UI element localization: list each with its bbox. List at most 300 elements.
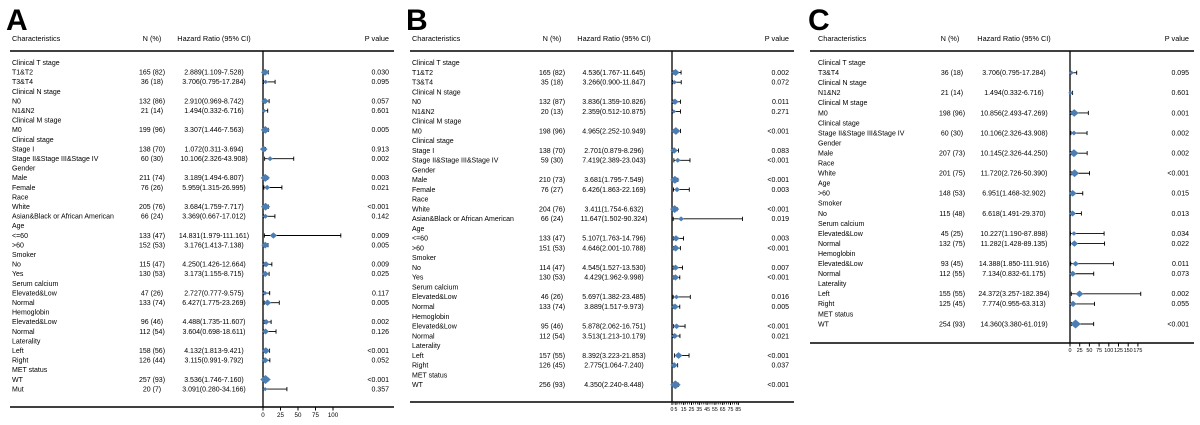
row-label: WT bbox=[12, 376, 23, 384]
row-hr-ci-text: 3.411(1.754-6.632) bbox=[584, 206, 644, 214]
row-p-value: 0.055 bbox=[1171, 301, 1189, 309]
x-axis-tick-label: 45 bbox=[704, 407, 710, 413]
row-hr-ci-text: 8.392(3.223-21.853) bbox=[582, 352, 646, 360]
row-hr-ci-text: 4.646(2.001-10.788) bbox=[582, 245, 646, 253]
column-header-n: N (%) bbox=[142, 34, 162, 43]
row-label: White bbox=[12, 204, 30, 211]
row-label: WT bbox=[818, 321, 829, 329]
row-p-value: 0.601 bbox=[371, 108, 389, 115]
column-header-characteristics: Characteristics bbox=[412, 34, 461, 43]
x-axis-tick-label: 50 bbox=[1086, 348, 1093, 354]
row-hr-ci-text: 7.774(0.955-63.313) bbox=[982, 301, 1046, 309]
row-label: Normal bbox=[12, 300, 35, 307]
row-n-value: 138 (70) bbox=[538, 147, 566, 155]
row-hr-ci-text: 3.536(1.746-7.160) bbox=[184, 376, 244, 384]
row-p-value: 0.015 bbox=[1171, 190, 1189, 198]
row-label: Asian&Black or African American bbox=[12, 213, 114, 221]
row-label: M0 bbox=[412, 128, 422, 136]
forest-plot-content-b bbox=[410, 51, 794, 413]
column-header-characteristics: Characteristics bbox=[12, 34, 61, 43]
row-label: No bbox=[12, 261, 21, 269]
row-p-value: 0.073 bbox=[1171, 271, 1189, 279]
row-group-label: Age bbox=[412, 225, 425, 233]
row-group-label: Smoker bbox=[412, 255, 437, 263]
row-hr-ci-text: 4.132(1.813-9.421) bbox=[184, 348, 244, 355]
row-hr-ci-text: 2.889(1.109-7.528) bbox=[184, 69, 244, 77]
row-label: >60 bbox=[12, 242, 24, 250]
row-p-value: 0.052 bbox=[371, 357, 389, 365]
row-n-value: 132 (86) bbox=[138, 98, 166, 106]
row-p-value: 0.009 bbox=[371, 232, 389, 240]
row-n-value: 207 (73) bbox=[938, 150, 966, 158]
row-p-value: 0.011 bbox=[772, 99, 789, 107]
row-group-label: Clinical stage bbox=[412, 138, 454, 146]
row-hr-ci-text: 3.604(0.698-18.611) bbox=[182, 328, 246, 336]
row-n-value: 115 (48) bbox=[939, 210, 965, 218]
row-label: T1&T2 bbox=[412, 69, 434, 77]
row-label: Normal bbox=[818, 271, 841, 279]
row-p-value: 0.095 bbox=[1171, 70, 1189, 78]
row-n-value: 138 (70) bbox=[138, 146, 166, 154]
row-p-value: <0.001 bbox=[767, 157, 789, 165]
row-hr-ci-text: 3.681(1.795-7.549) bbox=[584, 177, 644, 185]
row-group-label: Clinical T stage bbox=[818, 60, 866, 67]
row-n-value: 133 (47) bbox=[538, 235, 566, 243]
x-axis-tick-label: 150 bbox=[1123, 348, 1133, 354]
x-axis-tick-label: 175 bbox=[1133, 348, 1143, 354]
row-label: N1&N2 bbox=[12, 108, 35, 115]
row-n-value: 93 (45) bbox=[940, 261, 964, 268]
x-axis-tick-label: 0 bbox=[1068, 348, 1072, 354]
row-hr-ci-text: 3.369(0.667-17.012) bbox=[182, 213, 246, 221]
hr-diamond-marker bbox=[270, 232, 277, 238]
row-hr-ci-text: 2.775(1.064-7.240) bbox=[584, 362, 644, 370]
row-label: >60 bbox=[412, 245, 424, 253]
hr-diamond-marker bbox=[1070, 169, 1079, 177]
forest-panel-b bbox=[400, 0, 800, 425]
row-group-label: Race bbox=[412, 196, 429, 204]
x-axis-tick-label: 125 bbox=[1114, 348, 1123, 354]
column-header-p-value: P value bbox=[1164, 34, 1189, 43]
hr-diamond-marker bbox=[672, 245, 680, 252]
row-p-value: 0.002 bbox=[371, 156, 389, 163]
row-hr-ci-text: 5.697(1.382-23.485) bbox=[582, 294, 646, 302]
column-header-n: N (%) bbox=[542, 34, 562, 43]
row-p-value: 0.021 bbox=[771, 333, 789, 341]
row-group-label: Smoker bbox=[818, 200, 843, 208]
row-n-value: 130 (53) bbox=[538, 274, 566, 282]
x-axis-tick-label: 25 bbox=[277, 412, 284, 419]
column-header-hazard-ratio: Hazard Ratio (95% CI) bbox=[577, 34, 651, 43]
row-p-value: 0.021 bbox=[371, 184, 389, 192]
row-n-value: 210 (73) bbox=[538, 177, 566, 185]
row-p-value: 0.007 bbox=[771, 264, 789, 272]
row-label: Normal bbox=[818, 240, 841, 248]
row-p-value: 0.025 bbox=[371, 271, 389, 279]
row-label: Male bbox=[12, 175, 28, 183]
row-hr-ci-text: 14.360(3.380-61.019) bbox=[980, 321, 1048, 329]
row-label: N0 bbox=[412, 99, 421, 107]
row-hr-ci-text: 6.618(1.491-29.370) bbox=[982, 210, 1046, 218]
row-label: Stage I bbox=[412, 147, 435, 155]
row-p-value: 0.002 bbox=[1171, 291, 1189, 299]
row-n-value: 46 (26) bbox=[540, 294, 564, 302]
row-label: T3&T4 bbox=[818, 70, 840, 78]
hr-diamond-marker bbox=[261, 69, 269, 76]
row-n-value: 59 (30) bbox=[540, 157, 564, 165]
row-n-value: 158 (56) bbox=[138, 348, 166, 355]
row-label: Right bbox=[818, 301, 835, 309]
hr-diamond-marker bbox=[675, 158, 681, 163]
row-n-value: 155 (55) bbox=[938, 291, 966, 299]
row-n-value: 95 (46) bbox=[540, 323, 564, 331]
row-group-label: Laterality bbox=[818, 281, 847, 289]
row-n-value: 211 (74) bbox=[139, 175, 165, 183]
x-axis-tick-label: 35 bbox=[696, 407, 703, 413]
row-p-value: 0.030 bbox=[371, 69, 389, 77]
row-p-value: <0.001 bbox=[767, 128, 789, 136]
row-p-value: 0.057 bbox=[371, 98, 389, 106]
row-p-value: 0.016 bbox=[771, 294, 789, 302]
row-hr-ci-text: 1.072(0.311-3.694) bbox=[184, 146, 244, 154]
row-hr-ci-text: 10.227(1.190-87.898) bbox=[980, 230, 1048, 238]
row-group-label: Hemoglobin bbox=[412, 313, 450, 321]
row-n-value: 205 (76) bbox=[138, 204, 166, 211]
x-axis-tick-label: 5 bbox=[674, 407, 678, 413]
row-label: Elevated&Low bbox=[412, 323, 457, 331]
hr-diamond-marker bbox=[1071, 240, 1078, 246]
hr-diamond-marker bbox=[675, 352, 683, 359]
row-group-label: Race bbox=[12, 194, 29, 202]
row-n-value: 148 (53) bbox=[938, 190, 966, 198]
column-header-n: N (%) bbox=[940, 34, 960, 43]
row-label: Elevated&Low bbox=[12, 290, 57, 298]
row-hr-ci-text: 3.307(1.446-7.563) bbox=[184, 127, 244, 135]
hr-diamond-marker bbox=[1070, 109, 1079, 117]
x-axis-tick-label: 75 bbox=[1096, 348, 1103, 354]
row-n-value: 112 (54) bbox=[539, 333, 565, 341]
row-p-value: <0.001 bbox=[767, 177, 789, 185]
row-group-label: Gender bbox=[818, 140, 842, 148]
column-header-hazard-ratio: Hazard Ratio (95% CI) bbox=[177, 34, 251, 43]
column-header-hazard-ratio: Hazard Ratio (95% CI) bbox=[977, 34, 1051, 43]
row-label: Female bbox=[412, 186, 436, 194]
row-group-label: MET status bbox=[12, 367, 48, 375]
row-hr-ci-text: 3.684(1.759-7.717) bbox=[184, 204, 244, 211]
x-axis-tick-label: 55 bbox=[712, 407, 718, 413]
row-hr-ci-text: 3.115(0.991-9.792) bbox=[184, 357, 244, 365]
row-label: Elevated&Low bbox=[12, 319, 57, 327]
hr-diamond-marker bbox=[261, 203, 270, 211]
row-n-value: 198 (96) bbox=[538, 128, 566, 136]
row-n-value: 126 (45) bbox=[538, 362, 566, 370]
row-label: Elevated&Low bbox=[818, 261, 863, 268]
hr-diamond-marker bbox=[674, 187, 680, 192]
hr-diamond-marker bbox=[1069, 149, 1078, 157]
row-label: Left bbox=[12, 348, 24, 355]
row-label: N0 bbox=[12, 98, 21, 106]
row-label: Normal bbox=[412, 304, 435, 311]
row-n-value: 115 (47) bbox=[139, 261, 165, 269]
row-label: Right bbox=[12, 357, 29, 365]
row-n-value: 76 (26) bbox=[140, 184, 164, 192]
row-hr-ci-text: 3.091(0.280-34.166) bbox=[182, 386, 246, 394]
row-label: T1&T2 bbox=[12, 69, 34, 77]
row-p-value: 0.357 bbox=[371, 386, 389, 394]
row-hr-ci-text: 3.706(0.795-17.284) bbox=[982, 70, 1046, 78]
row-n-value: 45 (25) bbox=[940, 230, 964, 238]
row-hr-ci-text: 2.727(0.777-9.575) bbox=[184, 290, 244, 298]
panel-label-c: C bbox=[808, 4, 830, 37]
row-label: Stage II&Stage III&Stage IV bbox=[818, 130, 905, 138]
row-group-label: Clinical M stage bbox=[412, 118, 462, 126]
row-n-value: 157 (55) bbox=[538, 352, 566, 360]
row-hr-ci-text: 4.429(1.962-9.998) bbox=[584, 274, 644, 282]
column-header-characteristics: Characteristics bbox=[818, 34, 867, 43]
row-label: Female bbox=[12, 184, 36, 192]
row-label: <=60 bbox=[12, 232, 28, 240]
row-group-label: Serum calcium bbox=[412, 284, 459, 292]
row-group-label: Age bbox=[818, 180, 831, 188]
x-axis-tick-label: 0 bbox=[261, 412, 265, 419]
row-label: No bbox=[412, 264, 421, 272]
row-n-value: 151 (53) bbox=[538, 245, 566, 253]
panel-label-a: A bbox=[6, 4, 28, 37]
row-p-value: <0.001 bbox=[367, 376, 389, 384]
row-n-value: 20 (7) bbox=[142, 386, 162, 394]
row-p-value: 0.009 bbox=[371, 261, 389, 269]
row-label: T3&T4 bbox=[412, 79, 434, 87]
row-n-value: 198 (96) bbox=[938, 110, 966, 118]
row-hr-ci-text: 7.134(0.832-61.175) bbox=[982, 271, 1046, 279]
row-p-value: 0.002 bbox=[371, 319, 389, 327]
row-p-value: 0.117 bbox=[372, 290, 389, 298]
row-hr-ci-text: 2.701(0.879-8.296) bbox=[584, 147, 644, 155]
row-p-value: 0.003 bbox=[371, 175, 389, 183]
row-label: Normal bbox=[412, 333, 435, 341]
row-hr-ci-text: 1.494(0.332-6.716) bbox=[984, 90, 1044, 98]
x-axis-tick-label: 75 bbox=[727, 407, 734, 413]
row-p-value: 0.142 bbox=[371, 213, 389, 221]
row-group-label: Serum calcium bbox=[818, 220, 865, 228]
row-label: White bbox=[818, 170, 836, 178]
row-n-value: 21 (14) bbox=[140, 108, 164, 115]
row-p-value: <0.001 bbox=[767, 323, 789, 331]
row-label: WT bbox=[412, 382, 423, 390]
row-label: No bbox=[818, 210, 827, 218]
row-p-value: 0.002 bbox=[1171, 130, 1189, 138]
row-group-label: Clinical M stage bbox=[12, 117, 62, 125]
column-header-p-value: P value bbox=[764, 34, 789, 43]
row-p-value: <0.001 bbox=[1167, 321, 1189, 329]
row-p-value: <0.001 bbox=[367, 348, 389, 355]
row-label: Elevated&Low bbox=[412, 294, 457, 302]
hr-diamond-marker bbox=[672, 274, 679, 280]
hr-diamond-marker bbox=[264, 300, 271, 306]
row-group-label: Clinical stage bbox=[12, 136, 54, 144]
forest-panel-a bbox=[0, 0, 400, 425]
row-group-label: Clinical stage bbox=[818, 120, 860, 128]
row-hr-ci-text: 4.545(1.527-13.530) bbox=[582, 264, 646, 272]
row-n-value: 35 (18) bbox=[540, 79, 564, 87]
row-hr-ci-text: 10.856(2.493-47.269) bbox=[980, 110, 1048, 118]
row-n-value: 132 (75) bbox=[938, 240, 966, 248]
row-label: Stage I bbox=[12, 146, 35, 154]
row-hr-ci-text: 3.889(1.517-9.973) bbox=[584, 304, 644, 311]
forest-plot-content-a bbox=[10, 51, 394, 419]
row-n-value: 152 (53) bbox=[138, 242, 166, 250]
row-n-value: 21 (14) bbox=[940, 90, 964, 98]
hr-diamond-marker bbox=[674, 295, 679, 300]
row-label: Male bbox=[412, 177, 428, 185]
row-n-value: 130 (53) bbox=[138, 271, 166, 279]
row-hr-ci-text: 11.720(2.726-50.390) bbox=[980, 170, 1048, 178]
row-p-value: 0.072 bbox=[771, 79, 789, 87]
row-group-label: Gender bbox=[412, 167, 436, 175]
row-group-label: Laterality bbox=[412, 343, 441, 351]
row-hr-ci-text: 14.388(1.850-111.916) bbox=[978, 261, 1050, 268]
row-group-label: Clinical M stage bbox=[818, 100, 868, 108]
row-label: Normal bbox=[12, 328, 35, 336]
row-label: T3&T4 bbox=[12, 79, 34, 87]
row-n-value: 76 (27) bbox=[540, 186, 564, 194]
hr-diamond-marker bbox=[267, 156, 273, 161]
row-label: Right bbox=[412, 362, 429, 370]
row-group-label: Serum calcium bbox=[12, 280, 59, 288]
row-label: Mut bbox=[12, 386, 24, 394]
x-axis-tick-label: 65 bbox=[719, 407, 726, 413]
row-hr-ci-text: 3.513(1.213-10.179) bbox=[582, 333, 646, 341]
row-n-value: 256 (93) bbox=[538, 382, 566, 390]
row-n-value: 36 (18) bbox=[940, 70, 964, 78]
row-hr-ci-text: 2.359(0.512-10.875) bbox=[582, 108, 646, 116]
row-label: N1&N2 bbox=[412, 108, 435, 116]
row-hr-ci-text: 3.189(1.494-6.807) bbox=[184, 175, 244, 183]
row-hr-ci-text: 2.910(0.969-8.742) bbox=[184, 98, 244, 106]
row-n-value: 165 (82) bbox=[538, 69, 566, 77]
row-group-label: Hemoglobin bbox=[818, 250, 856, 258]
row-hr-ci-text: 6.427(1.775-23.269) bbox=[182, 300, 246, 307]
row-n-value: 133 (74) bbox=[538, 304, 566, 311]
x-axis-tick-label: 25 bbox=[1076, 348, 1083, 354]
row-p-value: 0.005 bbox=[371, 300, 389, 307]
hr-diamond-marker bbox=[1071, 131, 1077, 136]
hr-diamond-marker bbox=[264, 185, 270, 190]
row-group-label: Gender bbox=[12, 165, 36, 173]
row-group-label: Laterality bbox=[12, 338, 41, 346]
row-group-label: Smoker bbox=[12, 252, 37, 259]
row-n-value: 126 (44) bbox=[138, 357, 166, 365]
row-hr-ci-text: 3.706(0.795-17.284) bbox=[182, 79, 246, 87]
row-label: M0 bbox=[12, 127, 22, 135]
row-group-label: Clinical T stage bbox=[12, 60, 60, 67]
row-label: Asian&Black or African American bbox=[412, 216, 514, 224]
row-label: Yes bbox=[412, 274, 424, 282]
row-hr-ci-text: 3.176(1.413-7.138) bbox=[184, 242, 244, 250]
x-axis-tick-label: 75 bbox=[312, 412, 319, 419]
x-axis-tick-label: 100 bbox=[1104, 348, 1114, 354]
row-n-value: 60 (30) bbox=[940, 130, 964, 138]
row-n-value: 254 (93) bbox=[938, 321, 966, 329]
row-p-value: 0.013 bbox=[1171, 210, 1189, 218]
row-n-value: 114 (47) bbox=[539, 264, 565, 272]
row-p-value: 0.019 bbox=[771, 216, 789, 224]
hr-diamond-marker bbox=[260, 146, 268, 152]
row-p-value: <0.001 bbox=[767, 382, 789, 390]
row-p-value: 0.601 bbox=[1171, 90, 1189, 98]
row-p-value: 0.005 bbox=[371, 242, 389, 250]
x-axis-tick-label: 15 bbox=[680, 407, 687, 413]
row-label: Left bbox=[412, 352, 424, 360]
hr-diamond-marker bbox=[261, 174, 270, 182]
hr-diamond-marker bbox=[678, 216, 684, 221]
row-label: N1&N2 bbox=[818, 90, 841, 98]
row-label: Stage II&Stage III&Stage IV bbox=[12, 156, 99, 163]
hr-diamond-marker bbox=[672, 235, 679, 241]
row-p-value: 0.126 bbox=[371, 328, 389, 336]
row-n-value: 20 (13) bbox=[540, 108, 564, 116]
x-axis-tick-label: 100 bbox=[327, 412, 339, 419]
row-hr-ci-text: 6.951(1.468-32.902) bbox=[982, 190, 1046, 198]
row-group-label: Hemoglobin bbox=[12, 309, 50, 317]
row-n-value: 47 (26) bbox=[140, 290, 164, 298]
row-p-value: 0.002 bbox=[771, 69, 789, 77]
row-p-value: 0.271 bbox=[771, 108, 789, 116]
row-p-value: <0.001 bbox=[767, 245, 789, 253]
row-hr-ci-text: 4.250(1.426-12.664) bbox=[182, 261, 246, 269]
row-p-value: 0.005 bbox=[371, 127, 389, 135]
row-hr-ci-text: 24.372(3.257-182.394) bbox=[978, 291, 1050, 299]
row-label: Yes bbox=[12, 271, 24, 279]
row-p-value: 0.002 bbox=[1171, 150, 1189, 158]
row-group-label: Clinical T stage bbox=[412, 60, 460, 67]
row-n-value: 66 (24) bbox=[540, 216, 564, 224]
row-label: M0 bbox=[818, 110, 828, 118]
row-p-value: <0.001 bbox=[767, 274, 789, 282]
x-axis-tick-label: 0 bbox=[670, 407, 674, 413]
row-group-label: Clinical N stage bbox=[412, 89, 461, 97]
row-hr-ci-text: 6.426(1.863-22.169) bbox=[582, 186, 646, 194]
row-label: Stage II&Stage III&Stage IV bbox=[412, 157, 499, 165]
hr-diamond-marker bbox=[261, 126, 270, 134]
row-p-value: 0.022 bbox=[1171, 240, 1189, 248]
row-p-value: <0.001 bbox=[767, 206, 789, 214]
row-p-value: 0.034 bbox=[1171, 230, 1189, 238]
row-n-value: 165 (82) bbox=[138, 69, 166, 77]
row-p-value: <0.001 bbox=[367, 204, 389, 211]
row-hr-ci-text: 11.647(1.502-90.324) bbox=[580, 216, 648, 224]
row-label: Elevated&Low bbox=[818, 230, 863, 238]
row-n-value: 96 (46) bbox=[140, 319, 164, 327]
row-p-value: 0.095 bbox=[371, 79, 389, 87]
row-n-value: 36 (18) bbox=[140, 79, 164, 87]
row-group-label: MET status bbox=[818, 311, 854, 319]
row-hr-ci-text: 4.488(1.735-11.607) bbox=[182, 319, 246, 327]
row-hr-ci-text: 7.419(2.389-23.043) bbox=[582, 157, 646, 165]
hr-diamond-marker bbox=[1075, 290, 1083, 297]
row-hr-ci-text: 3.836(1.359-10.826) bbox=[582, 99, 646, 107]
row-hr-ci-text: 1.494(0.332-6.716) bbox=[184, 108, 244, 115]
hr-diamond-marker bbox=[260, 375, 271, 384]
row-group-label: Clinical N stage bbox=[12, 88, 61, 96]
row-p-value: 0.003 bbox=[771, 235, 789, 243]
row-hr-ci-text: 3.173(1.155-8.715) bbox=[184, 271, 244, 279]
row-group-label: Age bbox=[12, 223, 25, 231]
x-axis-tick-label: 25 bbox=[688, 407, 695, 413]
row-hr-ci-text: 4.350(2.240-8.448) bbox=[584, 382, 644, 390]
row-hr-ci-text: 10.145(2.326-44.250) bbox=[980, 150, 1048, 158]
hr-diamond-marker bbox=[1072, 261, 1078, 267]
